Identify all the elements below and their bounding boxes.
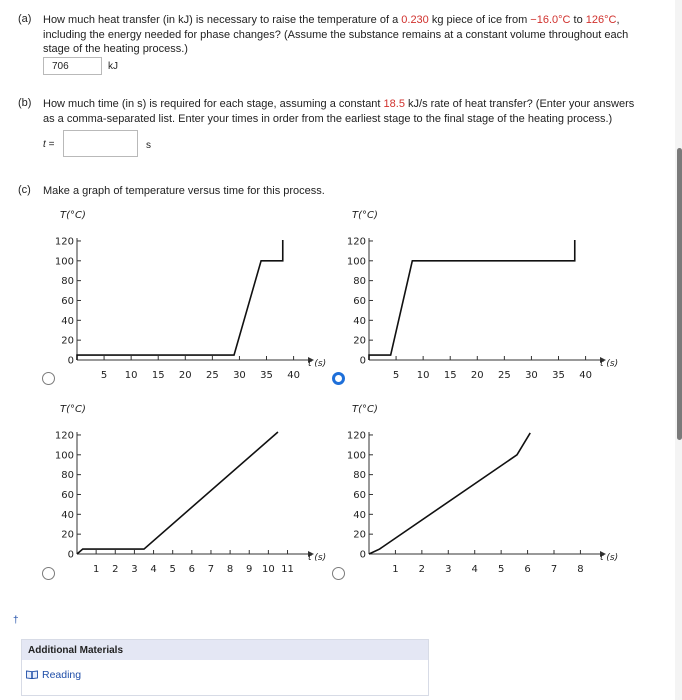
- x-tick-label: 6: [188, 564, 196, 575]
- part-a-temp-start: −16.0°C: [530, 14, 571, 26]
- x-tick-label: 4: [150, 564, 157, 575]
- book-icon: [26, 670, 38, 679]
- part-a-line2: including the energy needed for phase changes? (Assume the substance remains at a constant volume throughout each: [43, 28, 629, 41]
- x-tick-label: 11: [281, 564, 294, 575]
- graph-option-4: [322, 394, 627, 584]
- y-tick-label: 80: [61, 276, 74, 288]
- part-a-line3: stage of the heating process.): [43, 43, 188, 55]
- x-tick-label: 40: [287, 370, 300, 381]
- y-tick-label: 120: [346, 236, 366, 248]
- x-tick-label: 30: [525, 370, 538, 381]
- additional-materials-panel: [21, 639, 429, 696]
- x-tick-label: 3: [131, 564, 138, 575]
- temperature-curve: [77, 432, 278, 554]
- x-tick-label: 2: [418, 564, 426, 575]
- y-tick-label: 100: [346, 256, 366, 268]
- x-tick-label: 5: [169, 564, 176, 575]
- y-tick-label: 20: [353, 335, 366, 347]
- y-axis-label: T(°C): [352, 404, 378, 415]
- y-tick-label: 80: [61, 470, 74, 482]
- y-tick-label: 40: [61, 509, 74, 521]
- x-tick-label: 1: [92, 564, 100, 575]
- y-tick-label: 100: [54, 256, 74, 268]
- part-b-line1: [43, 97, 668, 112]
- x-axis-label: t (s): [308, 359, 327, 369]
- part-a-answer-input[interactable]: 706: [43, 57, 102, 75]
- y-tick-label: 80: [353, 470, 366, 482]
- part-a-label: (a): [18, 13, 32, 25]
- radio-option-1[interactable]: [42, 372, 55, 385]
- y-tick-label: 60: [61, 489, 74, 501]
- part-b-label: (b): [18, 97, 32, 109]
- x-tick-label: 8: [577, 564, 584, 575]
- part-a-text-mid2: to: [570, 14, 586, 26]
- part-b-rate: 18.5: [383, 98, 405, 110]
- reading-link[interactable]: [42, 669, 81, 681]
- x-tick-label: 25: [497, 370, 511, 381]
- y-tick-label: 60: [353, 489, 366, 501]
- x-tick-label: 10: [262, 564, 275, 575]
- y-tick-label: 20: [353, 529, 366, 541]
- y-tick-label: 0: [67, 549, 74, 561]
- x-tick-label: 15: [151, 370, 165, 381]
- additional-materials-title: Additional Materials: [22, 640, 428, 660]
- part-b-text-pre: How much time (in s) is required for each stage, assuming a constant: [43, 98, 384, 110]
- x-tick-label: 25: [205, 370, 219, 381]
- x-tick-label: 5: [100, 370, 108, 381]
- x-tick-label: 20: [470, 370, 484, 381]
- part-a-text-mid1: kg piece of ice from: [428, 14, 531, 26]
- y-tick-label: 60: [61, 295, 74, 307]
- part-a-line1: [43, 13, 668, 28]
- x-tick-label: 8: [226, 564, 234, 575]
- x-tick-label: 3: [445, 564, 452, 575]
- radio-option-3[interactable]: [42, 567, 55, 580]
- x-tick-label: 35: [260, 370, 273, 381]
- y-tick-label: 120: [54, 430, 74, 442]
- y-tick-label: 40: [61, 315, 74, 327]
- y-axis-label: T(°C): [352, 210, 378, 221]
- radio-option-4[interactable]: [332, 567, 345, 580]
- y-tick-label: 60: [353, 295, 366, 307]
- x-tick-label: 4: [471, 564, 478, 575]
- graph-option-1: [30, 200, 335, 390]
- x-tick-label: 10: [124, 370, 138, 381]
- x-tick-label: 20: [178, 370, 192, 381]
- y-tick-label: 0: [359, 549, 366, 561]
- part-a-temp-end: 126°C: [585, 14, 617, 26]
- reading-link-text: Reading: [42, 669, 82, 681]
- part-a-text-post: ,: [616, 14, 620, 26]
- y-tick-label: 0: [359, 355, 366, 367]
- y-tick-label: 0: [67, 355, 74, 367]
- part-a-mass: 0.230: [401, 14, 429, 26]
- x-tick-label: 9: [246, 564, 253, 575]
- y-tick-label: 100: [346, 450, 366, 462]
- y-axis-label: T(°C): [60, 404, 86, 415]
- y-tick-label: 100: [54, 450, 74, 462]
- y-tick-label: 120: [54, 236, 74, 248]
- x-axis-label: t (s): [308, 553, 327, 563]
- y-tick-label: 40: [353, 509, 366, 521]
- y-tick-label: 80: [353, 276, 366, 288]
- part-b-unit: s: [146, 140, 151, 151]
- x-tick-label: 7: [207, 564, 215, 575]
- y-axis-label: T(°C): [60, 210, 86, 221]
- x-tick-label: 35: [552, 370, 565, 381]
- part-c-label: (c): [18, 184, 31, 196]
- x-tick-label: 6: [524, 564, 531, 575]
- x-tick-label: 7: [550, 564, 558, 575]
- x-axis-label: t (s): [600, 553, 619, 563]
- x-tick-label: 40: [579, 370, 592, 381]
- part-b-input-label: t =: [43, 139, 55, 150]
- graph-option-2: [322, 200, 627, 390]
- x-tick-label: 2: [112, 564, 119, 575]
- graph-option-3: [30, 394, 335, 584]
- x-tick-label: 1: [392, 564, 399, 575]
- x-tick-label: 30: [233, 370, 246, 381]
- radio-option-2[interactable]: [332, 372, 345, 385]
- footnote-marker: †: [13, 615, 19, 626]
- y-tick-label: 20: [61, 335, 74, 347]
- scrollbar-thumb[interactable]: [677, 148, 682, 440]
- x-tick-label: 5: [497, 564, 505, 575]
- y-tick-label: 40: [353, 315, 366, 327]
- temperature-curve: [77, 240, 283, 360]
- x-axis-label: t (s): [600, 359, 619, 369]
- part-b-time-input[interactable]: [63, 130, 138, 157]
- temperature-curve: [369, 433, 530, 554]
- x-tick-label: 10: [416, 370, 430, 381]
- x-tick-label: 15: [443, 370, 457, 381]
- part-b-line2: as a comma-separated list. Enter your times in order from the earliest stage to the final stage of the heating process.): [43, 112, 613, 125]
- part-a-text-pre: How much heat transfer (in kJ) is necessary to raise the temperature of a: [43, 14, 402, 26]
- x-tick-label: 5: [392, 370, 400, 381]
- temperature-curve: [369, 240, 575, 360]
- part-a-answer-unit: kJ: [108, 61, 118, 72]
- part-a-question: [43, 13, 668, 57]
- part-c-question: Make a graph of temperature versus time for this process.: [43, 185, 325, 197]
- y-tick-label: 20: [61, 529, 74, 541]
- part-b-question: [43, 97, 668, 126]
- y-tick-label: 120: [346, 430, 366, 442]
- part-b-text-post: kJ/s rate of heat transfer? (Enter your answers: [404, 98, 635, 110]
